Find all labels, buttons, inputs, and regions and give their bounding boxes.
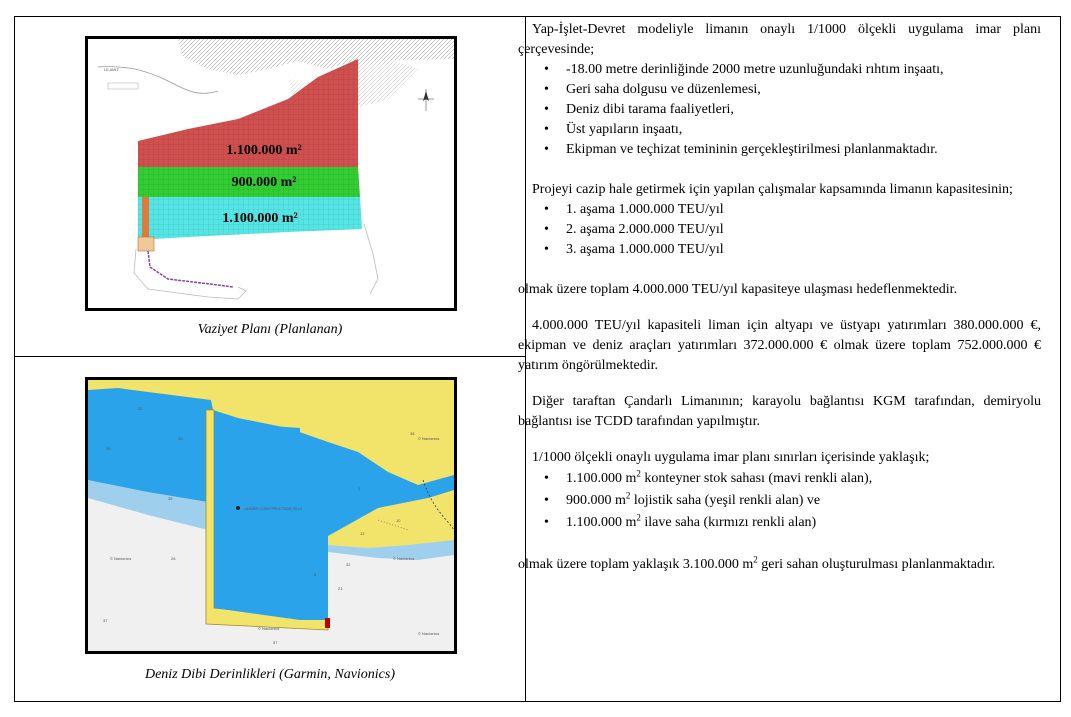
depth-sounding: 26 (106, 446, 111, 451)
depth-sounding: 5 (314, 572, 317, 577)
depth-sounding: 33 (178, 436, 183, 441)
area-value: 1.100.000 m (566, 471, 637, 486)
unit-superscript: 2 (636, 512, 641, 523)
pier-label: UNDER CONSTRUCTION 2013 (244, 506, 302, 511)
area-description: lojistik saha (yeşil renkli alan) ve (630, 493, 821, 508)
unit-superscript: 2 (625, 490, 631, 501)
depth-sounding: 32 (138, 406, 143, 411)
red-area-label: 1.100.000 m² (226, 143, 302, 158)
area-description: ilave saha (kırmızı renkli alan) (640, 515, 817, 530)
watermark: © Navionics (418, 436, 440, 441)
watermark: © Navionics (418, 631, 440, 636)
depth-sounding: 21 (338, 586, 343, 591)
paragraph-intro: Yap-İşlet-Devret modeliyle limanın onaylı 1/1000 ölçekli uygulama imar planı çerçevesinde; (518, 22, 1041, 57)
site-plan-caption: Vaziyet Planı (Planlanan) (197, 322, 343, 337)
paragraph-capacity-total: olmak üzere toplam 4.000.000 TEU/yıl kapasiteye ulaşması hedeflenmektedir. (518, 282, 958, 297)
list-item (518, 512, 1041, 534)
paragraph-zoning: 1/1000 ölçekli onaylı uygulama imar planı sınırları içerisinde yaklaşık; (532, 450, 930, 465)
row-divider (15, 356, 525, 357)
area-description: konteyner stok sahası (mavi renkli alan), (640, 471, 873, 486)
area-list (518, 468, 1041, 534)
site-plan-map (85, 36, 457, 311)
site-plan-drawing (88, 39, 454, 308)
description-text (518, 20, 1041, 576)
area-value: 900.000 m (566, 493, 626, 508)
paragraph-total-area (518, 554, 1041, 576)
unit-superscript: 2 (636, 468, 641, 479)
watermark: © Navionics (393, 556, 415, 561)
watermark: © Navionics (258, 626, 280, 631)
paragraph-capacity: Projeyi cazip hale getirmek için yapılan çalışmalar kapsamında limanın kapasitesinin; (532, 182, 1013, 197)
unit-superscript: 2 (753, 554, 758, 565)
paragraph-investment: 4.000.000 TEU/yıl kapasiteli liman için altyapı ve üstyapı yatırımları 380.000.000 €, ekipman ve deniz araçları yatırımları 372.000.000 € olmak üzere toplam 752.000.000 € yatırım öngörülmektedir. (518, 318, 1041, 373)
list-item (518, 468, 1041, 490)
green-area-label: 900.000 m² (231, 175, 297, 190)
depth-sounding: 10 (396, 518, 401, 523)
list-item: • 1. aşama 1.000.000 TEU/yıl (518, 200, 1041, 220)
area-value: 1.100.000 m (566, 515, 637, 530)
list-item: • 2. aşama 2.000.000 TEU/yıl (518, 220, 1041, 240)
depth-sounding: 32 (346, 562, 351, 567)
cyan-area-label: 1.100.000 m² (222, 211, 298, 226)
list-item (518, 490, 1041, 512)
capacity-list (518, 200, 1041, 260)
depth-chart-drawing (88, 380, 454, 651)
list-item: • -18.00 metre derinliğinde 2000 metre uzunluğundaki rıhtım inşaatı, (518, 60, 1041, 80)
pier-strip (142, 197, 149, 241)
depth-sounding: 37 (103, 618, 108, 623)
depth-sounding: 36 (410, 431, 415, 436)
list-item: • Deniz dibi tarama faaliyetleri, (518, 100, 1041, 120)
map-annotation: LEJANT (104, 67, 119, 72)
buoy-icon (325, 618, 330, 628)
list-item: • 3. aşama 1.000.000 TEU/yıl (518, 240, 1041, 260)
construction-list (518, 60, 1041, 160)
depth-sounding: 12 (360, 531, 365, 536)
pier-label-dot (236, 506, 240, 510)
total-area-text-end: geri sahan oluşturulması planlanmaktadır. (757, 557, 996, 572)
depth-map (85, 377, 457, 654)
paragraph-connections: Diğer taraftan Çandarlı Limanının; karayolu bağlantısı KGM tarafından, demiryolu bağlantısı ise TCDD tarafından yapılmıştır. (518, 394, 1041, 429)
list-item: • Ekipman ve teçhizat temininin gerçekleştirilmesi planlanmaktadır. (518, 140, 1041, 160)
depth-sounding: 2 (358, 486, 361, 491)
watermark: © Navionics (110, 556, 132, 561)
depth-sounding: 26 (171, 556, 176, 561)
depth-sounding: 37 (273, 640, 278, 645)
total-area-text: olmak üzere toplam yaklaşık 3.100.000 m (518, 557, 754, 572)
depth-sounding: 35 (168, 496, 173, 501)
depth-map-caption: Deniz Dibi Derinlikleri (Garmin, Navionics) (144, 667, 396, 682)
list-item: • Üst yapıların inşaatı, (518, 120, 1041, 140)
list-item: • Geri saha dolgusu ve düzenlemesi, (518, 80, 1041, 100)
